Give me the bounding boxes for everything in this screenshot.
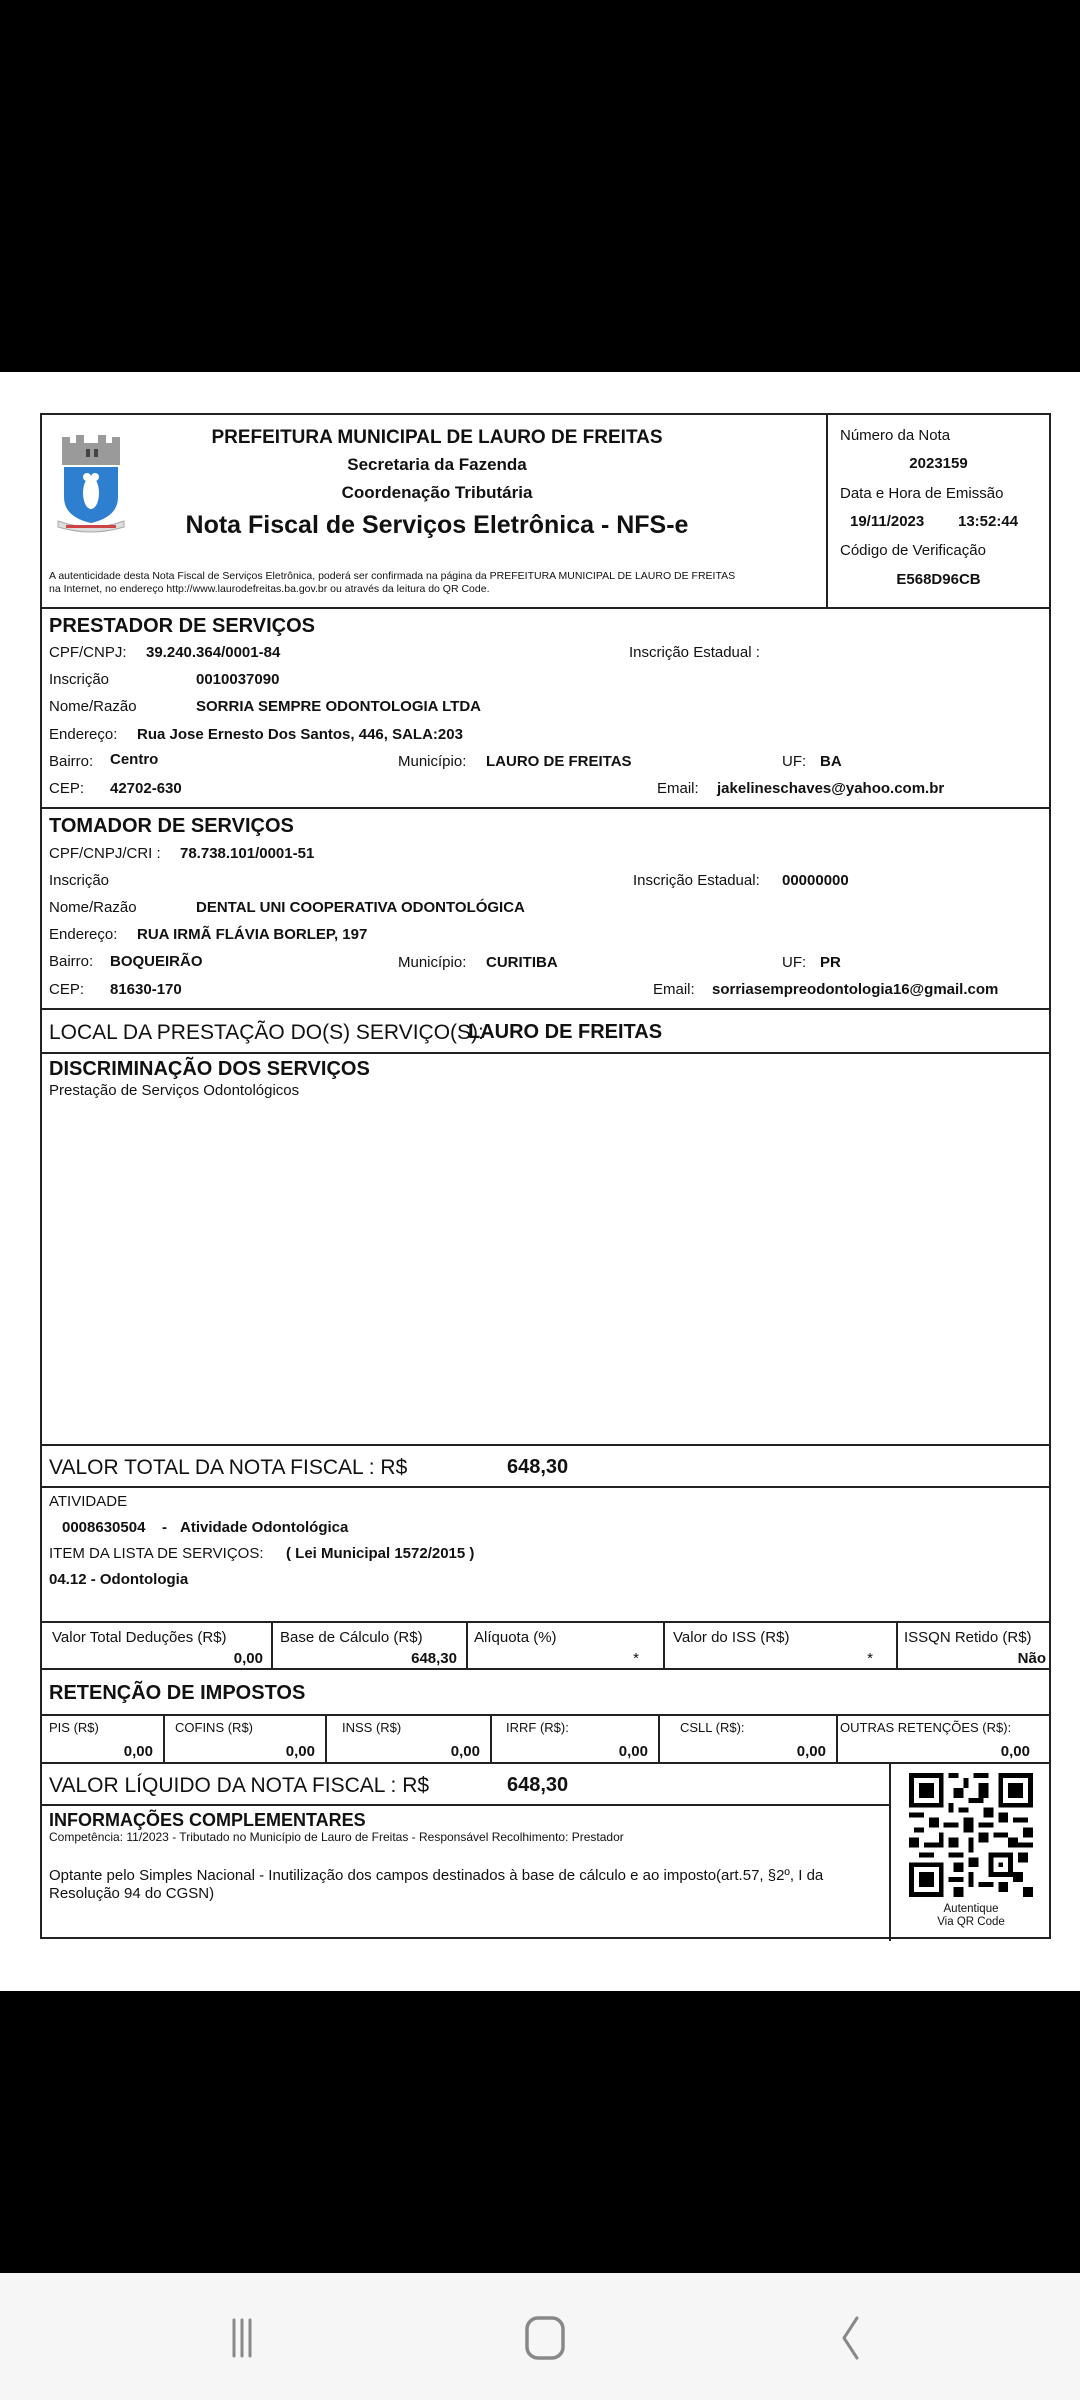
prestador-bairro-label: Bairro: [49,753,94,770]
codigo-value: E568D96CB [896,571,981,588]
document-title: Nota Fiscal de Serviços Eletrônica - NFS-e [185,511,689,539]
tomador-email: sorriasempreodontologia16@gmail.com [712,981,999,998]
prestador-nome-label: Nome/Razão [49,698,137,715]
item-lista-code: 04.12 - Odontologia [49,1571,189,1588]
emissao-date: 19/11/2023 [850,513,925,530]
numero-value: 2023159 [909,455,968,472]
divider [42,1762,1049,1764]
prestador-bairro: Centro [110,751,159,768]
irrf-label: IRRF (R$): [506,1720,569,1735]
qr-caption [895,1903,1047,1929]
divider [42,1052,1049,1054]
tomador-endereco: RUA IRMÃ FLÁVIA BORLEP, 197 [137,926,368,943]
home-icon [523,2315,567,2361]
issqn-retido-value: Não [1017,1650,1046,1667]
tomador-ie-label: Inscrição Estadual: [633,872,760,889]
cofins-value: 0,00 [285,1743,315,1760]
divider [42,1486,1049,1488]
divider [42,1668,1049,1670]
info-line-2: Optante pelo Simples Nacional - Inutilização dos campos destinados à base de cálculo e ao imposto(art.57, §2º, I da Resolução 94 do CGSN) [49,1867,824,1902]
qr-caption-line-1: Autentique [943,1903,999,1915]
prestador-uf: BA [820,753,842,770]
issqn-retido-label: ISSQN Retido (R$) [904,1629,1032,1646]
nfse-document [40,413,1051,1939]
tomador-email-label: Email: [653,981,695,998]
prestador-endereco: Rua Jose Ernesto Dos Santos, 446, SALA:203 [137,726,463,743]
inss-label: INSS (R$) [342,1720,402,1735]
csll-value: 0,00 [796,1743,826,1760]
divider [42,1714,1049,1716]
info-title: INFORMAÇÕES COMPLEMENTARES [49,1810,366,1830]
discriminacao-text: Prestação de Serviços Odontológicos [49,1082,300,1099]
notice-line-2: na Internet, no endereço http://www.laurodefreitas.ba.gov.br ou através da leitura do QR Code. [49,583,490,595]
local-value: LAURO DE FREITAS [468,1021,663,1043]
atividade-sep: - [162,1519,167,1536]
prestador-uf-label: UF: [782,753,807,770]
prestador-email: jakelineschaves@yahoo.com.br [717,780,945,797]
tomador-cnpj-label: CPF/CNPJ/CRI : [49,845,161,862]
tomador-municipio: CURITIBA [486,954,558,971]
aliquota-label: Alíquota (%) [474,1629,557,1646]
csll-label: CSLL (R$): [680,1720,745,1735]
base-calculo-label: Base de Cálculo (R$) [280,1629,423,1646]
liquido-value: 648,30 [507,1774,569,1796]
base-calculo-value: 648,30 [411,1650,457,1667]
outras-label: OUTRAS RETENÇÕES (R$): [840,1720,1012,1735]
tomador-bairro-label: Bairro: [49,953,94,970]
irrf-value: 0,00 [618,1743,648,1760]
home-button[interactable] [515,2308,575,2368]
divider [325,1714,327,1762]
prestador-cnpj-label: CPF/CNPJ: [49,644,127,661]
divider [271,1621,273,1668]
divider [42,807,1049,809]
prestador-municipio: LAURO DE FREITAS [486,753,632,770]
retencao-title: RETENÇÃO DE IMPOSTOS [49,1682,306,1704]
divider [42,1804,889,1806]
sub-dept-name: Coordenação Tributária [341,483,533,502]
back-chevron-icon [835,2315,865,2361]
total-value: 648,30 [507,1456,569,1478]
prestador-inscricao: 0010037090 [196,671,280,688]
prestador-title: PRESTADOR DE SERVIÇOS [49,615,315,637]
prestador-email-label: Email: [657,780,699,797]
tomador-cep-label: CEP: [49,981,85,998]
divider [836,1714,838,1762]
nota-info-box [826,415,1051,607]
divider [889,1762,891,1941]
total-label: VALOR TOTAL DA NOTA FISCAL : R$ [49,1456,408,1479]
emissao-time: 13:52:44 [958,513,1019,530]
deducoes-value: 0,00 [233,1650,263,1667]
system-navigation-bar [0,2273,1080,2400]
valor-iss-label: Valor do ISS (R$) [673,1629,790,1646]
tomador-cnpj: 78.738.101/0001-51 [180,845,315,862]
divider [42,1008,1049,1010]
divider [490,1714,492,1762]
back-button[interactable] [820,2308,880,2368]
tomador-municipio-label: Município: [398,954,467,971]
tomador-inscricao-label: Inscrição [49,872,110,889]
prestador-endereco-label: Endereço: [49,726,118,743]
prestador-ie-label: Inscrição Estadual : [629,644,760,661]
valor-iss-value: * [867,1650,873,1667]
qr-code-icon [909,1773,1033,1897]
atividade-label: ATIVIDADE [49,1493,128,1510]
dept-name: Secretaria da Fazenda [347,455,527,474]
tomador-ie: 00000000 [782,872,849,889]
tomador-title: TOMADOR DE SERVIÇOS [49,815,294,837]
qr-code-area[interactable] [895,1767,1047,1937]
divider [896,1621,898,1668]
tomador-nome-label: Nome/Razão [49,899,137,916]
discriminacao-title: DISCRIMINAÇÃO DOS SERVIÇOS [49,1058,370,1080]
prestador-nome: SORRIA SEMPRE ODONTOLOGIA LTDA [196,698,482,715]
tomador-uf: PR [820,954,841,971]
atividade-desc: Atividade Odontológica [180,1519,349,1536]
liquido-label: VALOR LÍQUIDO DA NOTA FISCAL : R$ [49,1774,430,1797]
recent-apps-button[interactable] [212,2308,272,2368]
recent-apps-icon [222,2316,262,2360]
pis-value: 0,00 [123,1743,153,1760]
prestador-cep-label: CEP: [49,780,85,797]
inss-value: 0,00 [450,1743,480,1760]
numero-label: Número da Nota [840,427,951,444]
tomador-endereco-label: Endereço: [49,926,118,943]
tomador-cep: 81630-170 [110,981,182,998]
divider [42,1444,1049,1446]
cofins-label: COFINS (R$) [175,1720,253,1735]
prestador-inscricao-label: Inscrição [49,671,110,688]
prestador-cnpj: 39.240.364/0001-84 [146,644,281,661]
outras-value: 0,00 [1000,1743,1030,1760]
prestador-cep: 42702-630 [110,780,182,797]
notice-line-1: A autenticidade desta Nota Fiscal de Serviços Eletrônica, poderá ser confirmada na página da PREFEITURA MUNICIPAL DE LAURO DE FREITAS [49,570,736,582]
emissao-label: Data e Hora de Emissão [840,485,1004,502]
item-lista-lei: ( Lei Municipal 1572/2015 ) [286,1545,475,1562]
divider [466,1621,468,1668]
tomador-nome: DENTAL UNI COOPERATIVA ODONTOLÓGICA [196,899,525,916]
atividade-code: 0008630504 [62,1519,146,1536]
aliquota-value: * [633,1650,639,1667]
qr-caption-line-2: Via QR Code [937,1916,1005,1928]
tomador-uf-label: UF: [782,954,807,971]
divider [658,1714,660,1762]
prestador-municipio-label: Município: [398,753,467,770]
info-line-1: Competência: 11/2023 - Tributado no Município de Lauro de Freitas - Responsável Recolhimento: Prestador [49,1830,624,1844]
pis-label: PIS (R$) [49,1720,99,1735]
divider [663,1621,665,1668]
codigo-label: Código de Verificação [840,542,986,559]
item-lista-label: ITEM DA LISTA DE SERVIÇOS: [49,1545,264,1562]
org-name: PREFEITURA MUNICIPAL DE LAURO DE FREITAS [211,427,663,448]
document-page [0,372,1080,1991]
tomador-bairro: BOQUEIRÃO [110,953,203,970]
authenticity-notice [49,570,735,596]
local-label: LOCAL DA PRESTAÇÃO DO(S) SERVIÇO(S): [49,1021,484,1044]
divider [163,1714,165,1762]
deducoes-label: Valor Total Deduções (R$) [52,1629,227,1646]
divider [42,607,1049,609]
